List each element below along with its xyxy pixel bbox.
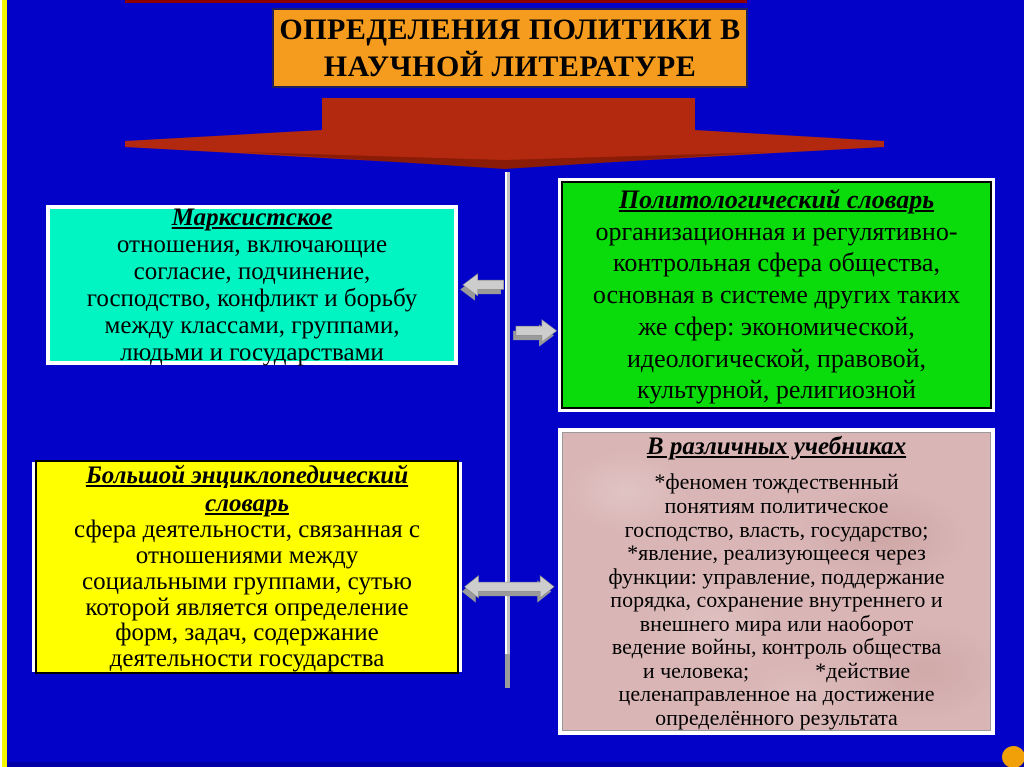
definition-line: отношениями между — [135, 542, 359, 569]
definition-line: людьми и государствами — [120, 339, 384, 366]
definition-line: отношения, включающие — [116, 231, 388, 258]
definition-line: господство, конфликт и борьбу — [86, 285, 418, 312]
right-arrow-icon — [509, 316, 559, 354]
definition-line: *явление, реализующееся через — [627, 540, 926, 566]
definition-line: социальными группами, сутью — [82, 567, 412, 595]
definition-line: контрольная сфера общества, — [613, 248, 940, 278]
double-arrow-icon — [456, 570, 558, 612]
definition-line: определённого результата — [655, 704, 898, 730]
bottom-edge-strip — [7, 762, 1024, 767]
definition-line: между классами, группами, — [104, 312, 400, 339]
definition-line: форм, задач, содержание — [115, 619, 379, 647]
definition-line: основная в системе других таких — [592, 280, 961, 310]
definition-line: сфера деятельности, связанная с — [74, 516, 420, 544]
definition-line: внешнего мира или наоборот — [639, 610, 914, 636]
box-title: словарь — [205, 489, 289, 517]
definition-box-encyclopedic — [32, 462, 462, 672]
definition-line: культурной, религиозной — [637, 375, 916, 405]
box-title: Большой энциклопедический — [85, 462, 409, 490]
definition-line: понятиям политическое — [664, 492, 889, 518]
definition-line: организационная и регулятивно- — [595, 216, 958, 246]
definition-box-politological — [558, 178, 995, 412]
definition-box-textbooks — [558, 428, 995, 735]
definition-line: идеологической, правовой, — [627, 343, 926, 373]
definition-box-marxist — [46, 205, 458, 365]
definition-line: и человека; *действие — [642, 657, 911, 683]
orange-nav-dot — [1002, 746, 1024, 767]
slide-title: ОПРЕДЕЛЕНИЯ ПОЛИТИКИ В НАУЧНОЙ ЛИТЕРАТУРЕ — [279, 12, 741, 83]
box-title: В различных учебниках — [646, 432, 907, 460]
definition-line: целенаправленное на достижение — [618, 681, 935, 707]
definition-line: же сфер: экономической, — [638, 311, 915, 341]
definition-line: *феномен тождественный — [654, 469, 899, 495]
definition-line: согласие, подчинение, — [133, 258, 371, 285]
box-title: Политологический словарь — [618, 184, 935, 214]
box-title: Марксистское — [171, 204, 333, 231]
definition-line: функции: управление, поддержание — [608, 563, 945, 589]
center-vertical-line-tip — [505, 654, 510, 688]
definition-line: которой является определение — [85, 593, 409, 621]
definition-line: господство, власть, государство; — [624, 516, 929, 542]
definition-line: порядка, сохранение внутреннего и — [610, 587, 943, 613]
left-arrow-icon — [456, 270, 506, 308]
definition-line: ведение войны, контроль общества — [611, 634, 942, 660]
definition-line: деятельности государства — [109, 645, 385, 672]
red-beam-shape — [0, 0, 1024, 200]
